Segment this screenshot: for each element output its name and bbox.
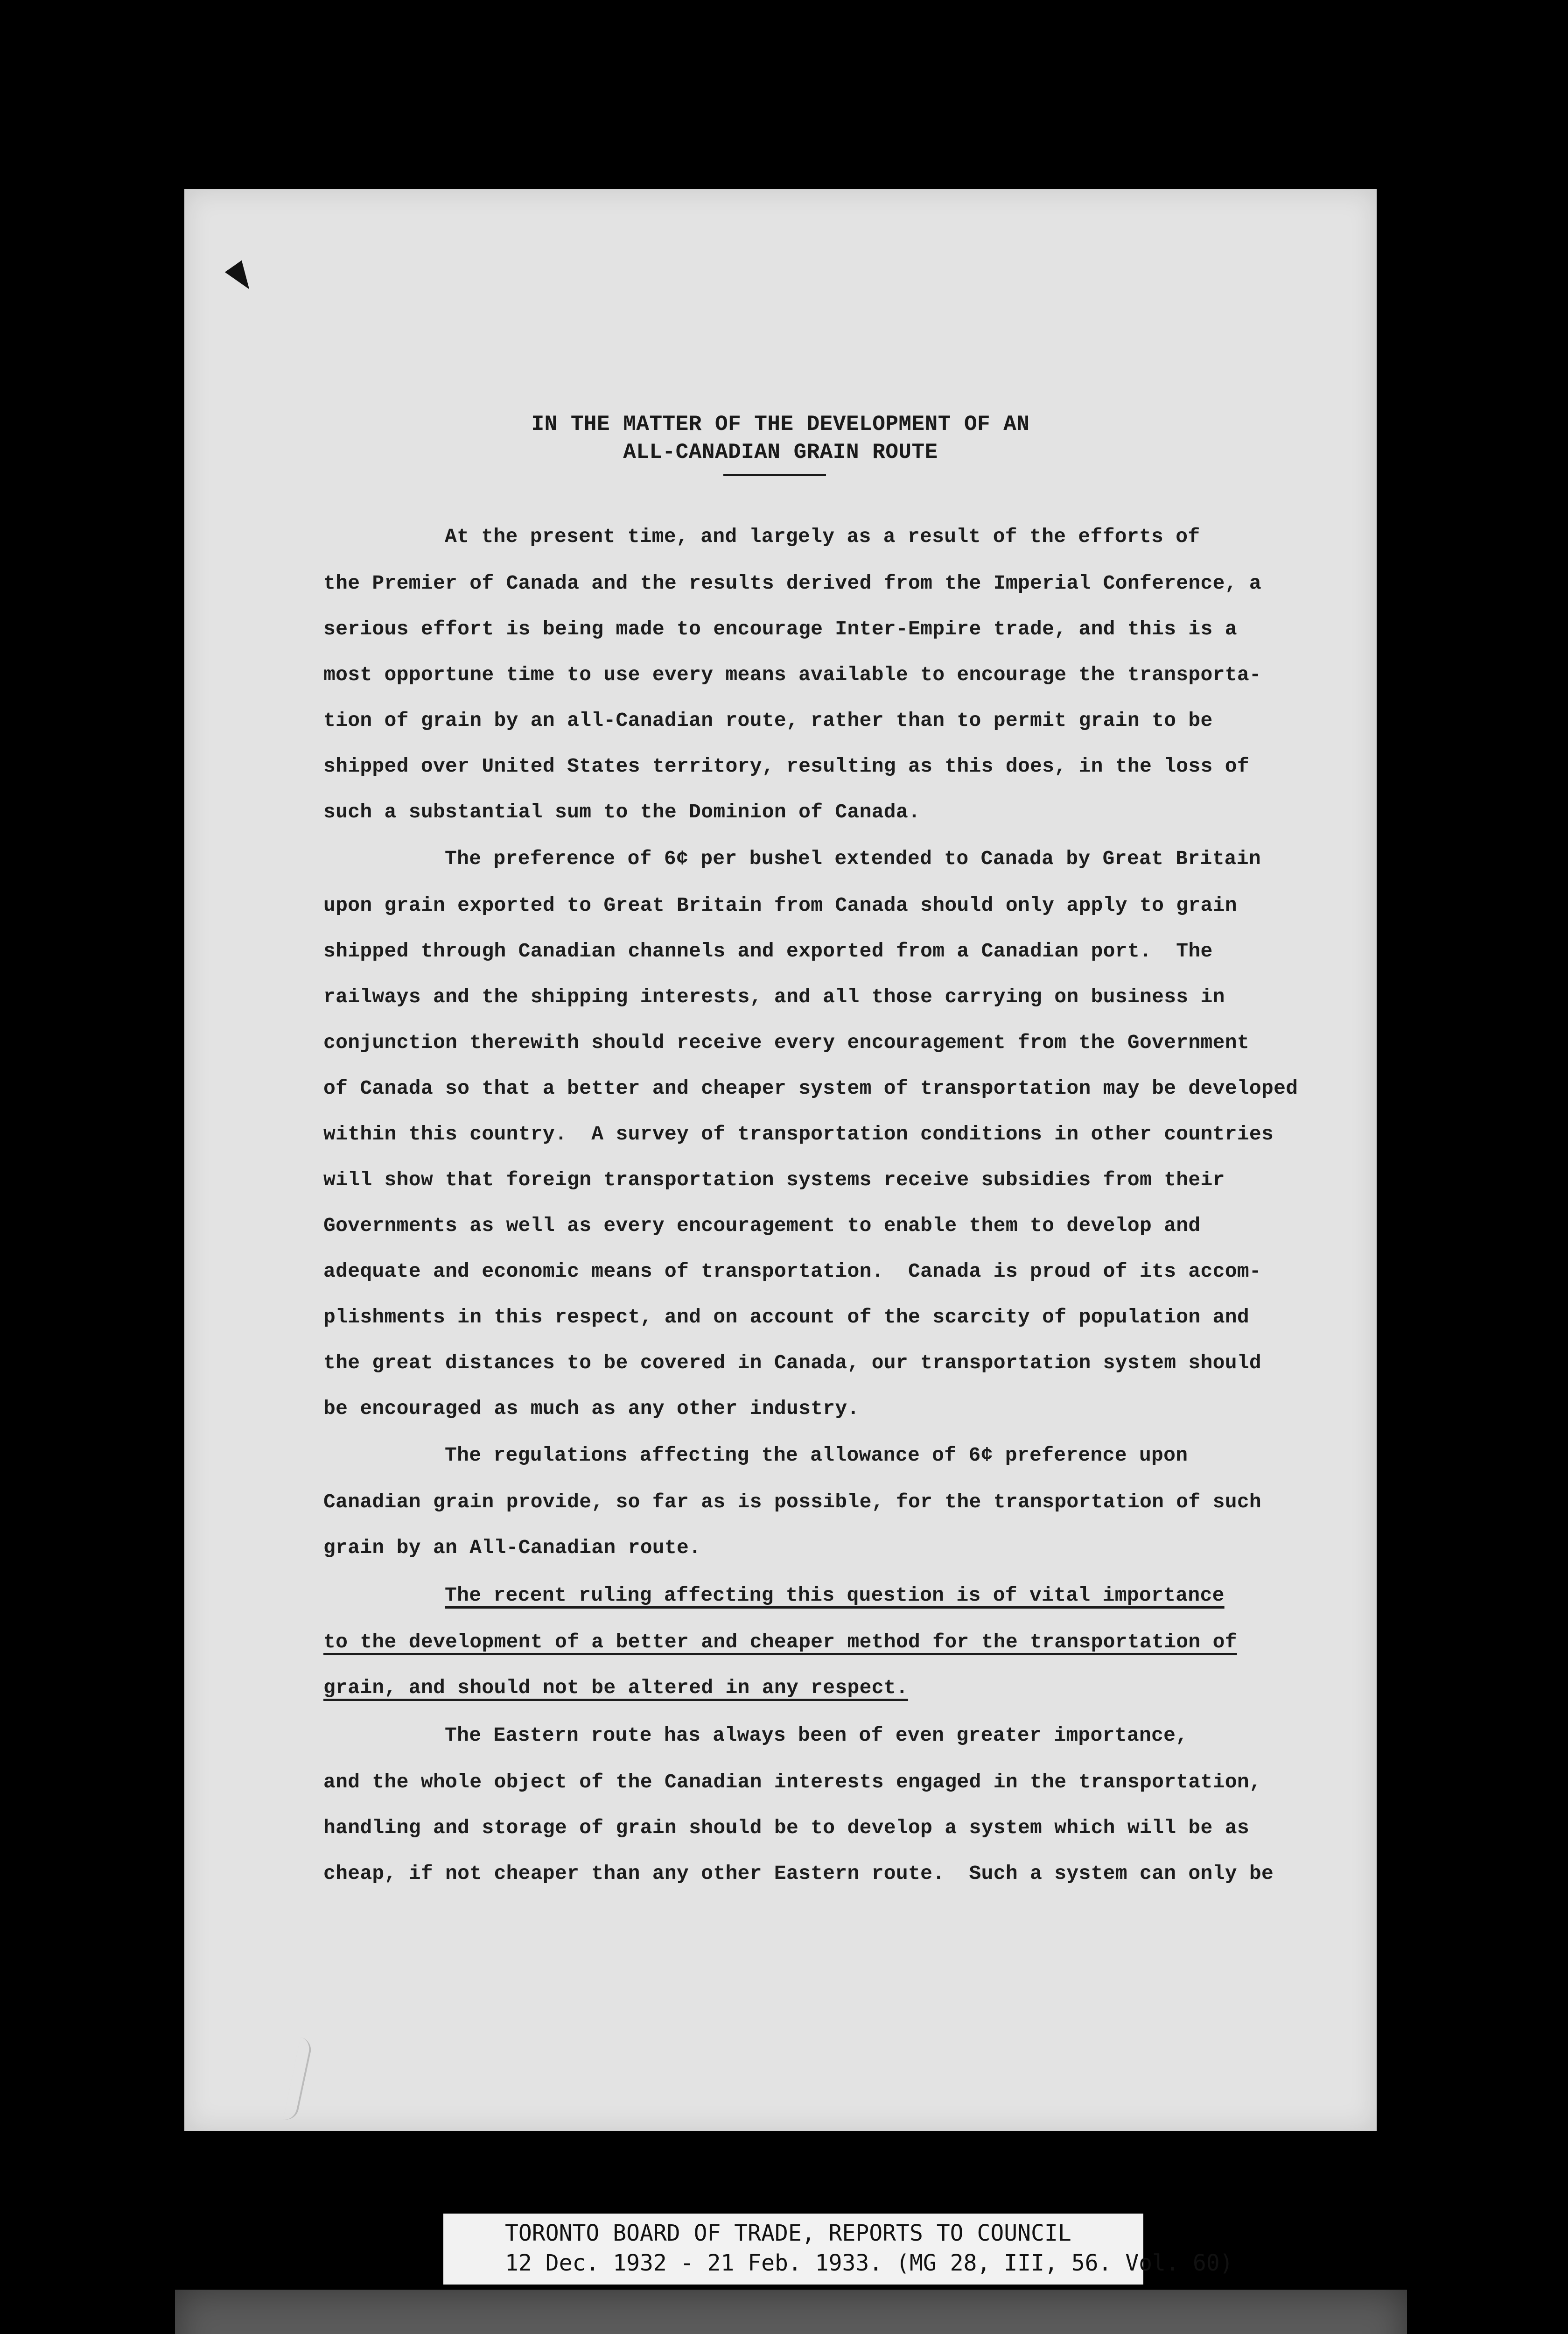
- body-line-17: adequate and economic means of transportation. Canada is proud of its accom-: [323, 1260, 1262, 1283]
- public-archives-stamp: [175, 2290, 1407, 2334]
- document-title-line-2: ALL-CANADIAN GRAIN ROUTE: [623, 440, 938, 464]
- body-line-2: the Premier of Canada and the results derived from the Imperial Conference, a: [323, 572, 1262, 595]
- body-line-18: plishments in this respect, and on account of the scarcity of population and: [323, 1306, 1249, 1329]
- body-line-15: will show that foreign transportation systems receive subsidies from their: [323, 1168, 1225, 1191]
- body-line-29: handling and storage of grain should be to develop a system which will be as: [323, 1816, 1249, 1839]
- body-line-23: grain by an All-Canadian route.: [323, 1536, 701, 1559]
- body-line-4: most opportune time to use every means available to encourage the transporta-: [323, 663, 1262, 686]
- body-line-27: The Eastern route has always been of even greater importance,: [445, 1724, 1188, 1747]
- body-line-11: railways and the shipping interests, and all those carrying on business in: [323, 985, 1225, 1008]
- body-line-1: At the present time, and largely as a result of the efforts of: [445, 525, 1200, 548]
- body-line-14: within this country. A survey of transportation conditions in other countries: [323, 1123, 1274, 1146]
- body-line-9: upon grain exported to Great Britain from Canada should only apply to grain: [323, 894, 1237, 917]
- underlined-line-1: The recent ruling affecting this question is of vital importance: [445, 1584, 1225, 1607]
- document-title-line-1: IN THE MATTER OF THE DEVELOPMENT OF AN: [531, 412, 1030, 436]
- underlined-line-3: grain, and should not be altered in any respect.: [323, 1676, 909, 1699]
- body-line-13: of Canada so that a better and cheaper system of transportation may be developed: [323, 1077, 1298, 1100]
- body-line-16: Governments as well as every encouragement to enable them to develop and: [323, 1214, 1201, 1237]
- page-scratch-mark: [283, 2037, 314, 2122]
- body-line-10: shipped through Canadian channels and exported from a Canadian port. The: [323, 940, 1213, 963]
- body-line-3: serious effort is being made to encourage Inter-Empire trade, and this is a: [323, 618, 1237, 640]
- body-line-8: The preference of 6¢ per bushel extended to Canada by Great Britain: [445, 847, 1261, 870]
- archive-reference-line-1: TORONTO BOARD OF TRADE, REPORTS TO COUNCIL: [505, 2220, 1071, 2246]
- body-line-21: The regulations affecting the allowance of 6¢ preference upon: [445, 1444, 1188, 1467]
- body-line-28: and the whole object of the Canadian interests engaged in the transportation,: [323, 1771, 1262, 1793]
- title-underline-rule: [723, 474, 826, 476]
- document-page: [184, 189, 1377, 2131]
- body-line-5: tion of grain by an all-Canadian route, rather than to permit grain to be: [323, 709, 1213, 732]
- underlined-line-2: to the development of a better and cheaper method for the transportation of: [323, 1631, 1237, 1653]
- archive-reference-line-2: 12 Dec. 1932 - 21 Feb. 1933. (MG 28, III, 56. Vol. 60): [505, 2250, 1233, 2276]
- body-line-22: Canadian grain provide, so far as is possible, for the transportation of such: [323, 1490, 1262, 1513]
- body-line-30: cheap, if not cheaper than any other Eastern route. Such a system can only be: [323, 1862, 1274, 1885]
- body-line-6: shipped over United States territory, resulting as this does, in the loss of: [323, 755, 1249, 778]
- body-line-12: conjunction therewith should receive every encouragement from the Government: [323, 1031, 1249, 1054]
- body-line-20: be encouraged as much as any other industry.: [323, 1397, 860, 1420]
- body-line-19: the great distances to be covered in Canada, our transportation system should: [323, 1351, 1262, 1374]
- body-line-7: such a substantial sum to the Dominion of Canada.: [323, 801, 921, 823]
- archive-reference-label: [443, 2214, 1233, 2285]
- page-edge-mark: [225, 260, 258, 295]
